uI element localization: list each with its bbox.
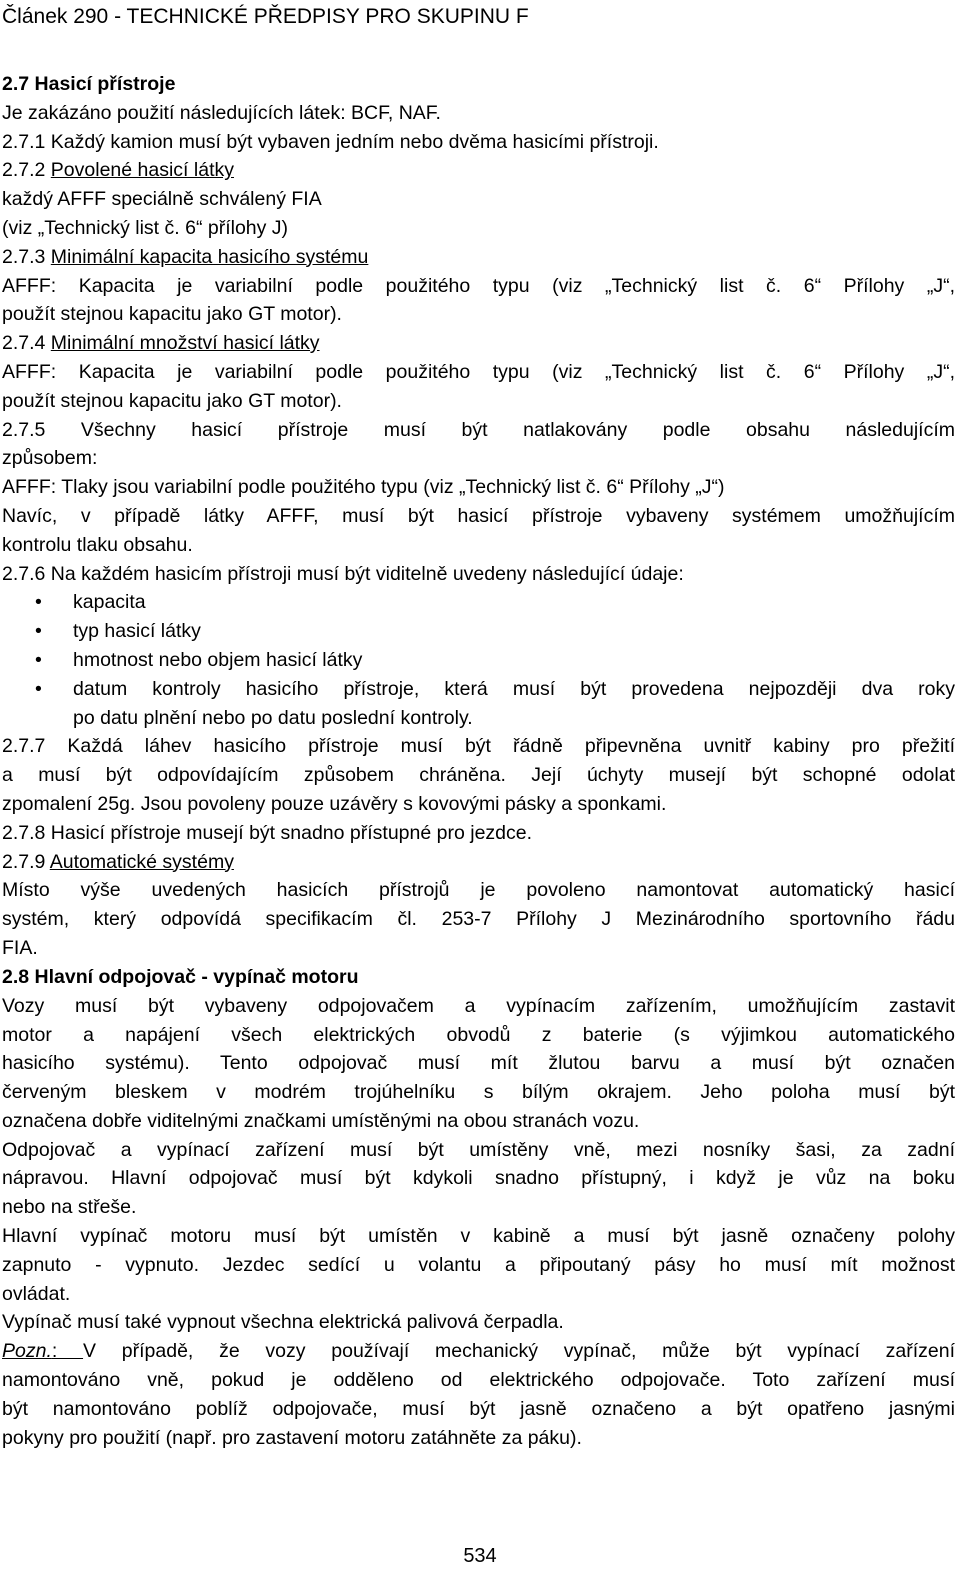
- paragraph-2-7-2-line: (viz „Technický list č. 6“ přílohy J): [2, 216, 289, 239]
- paragraph-2-8-line: motor a napájení všech elektrických obvodů z baterie (s výjimkou automatického: [2, 1023, 955, 1046]
- paragraph-2-7-1: 2.7.1 Každý kamion musí být vybaven jedním nebo dvěma hasicími přístroji.: [2, 130, 659, 153]
- paragraph-2-7-8: 2.7.8 Hasicí přístroje musejí být snadno přístupné pro jezdce.: [2, 821, 533, 844]
- paragraph-2-8-line: zapnuto - vypnuto. Jezdec sedící u volantu a připoutaný pásy ho musí mít možnost: [2, 1253, 955, 1276]
- paragraph-2-7-6: 2.7.6 Na každém hasicím přístroji musí být viditelně uvedeny následující údaje:: [2, 562, 684, 585]
- page-number: 534: [463, 1545, 497, 1567]
- list-item-text: hmotnost nebo objem hasicí látky: [73, 648, 363, 671]
- subsection-title: Automatické systémy: [49, 850, 234, 873]
- paragraph-2-8-line: Odpojovač a vypínací zařízení musí být umístěny vně, mezi nosníky šasi, za zadní: [2, 1138, 955, 1161]
- note-label: Pozn.: [2, 1340, 52, 1363]
- note-line: pokyny pro použití (např. pro zastavení motoru zatáhněte za páku).: [2, 1426, 582, 1449]
- bullet-icon: •: [35, 591, 42, 614]
- paragraph-2-7-5-line: Navíc, v případě látky AFFF, musí být hasicí přístroje vybaveny systémem umožňujícím: [2, 504, 955, 527]
- note-line: [2, 1337, 955, 1366]
- paragraph-2-7-7-line: a musí být odpovídajícím způsobem chráněna. Její úchyty musejí být schopné odolat: [2, 764, 955, 787]
- list-item-text: datum kontroly hasicího přístroje, která musí být provedena nejpozději dva roky: [73, 677, 955, 700]
- paragraph-2-8-line: červeným bleskem v modrém trojúhelníku s bílým okrajem. Jeho poloha musí být: [2, 1081, 955, 1104]
- bullet-icon: •: [35, 677, 42, 700]
- subsection-title: Povolené hasicí látky: [50, 159, 234, 182]
- paragraph-2-8-line: Vozy musí být vybaveny odpojovačem a vypínacím zařízením, umožňujícím zastavit: [2, 994, 955, 1017]
- paragraph-2-8-line: ovládat.: [2, 1282, 71, 1305]
- subsection-2-7-4-heading: [2, 329, 955, 358]
- section-heading-2-8: 2.8 Hlavní odpojovač - vypínač motoru: [2, 965, 359, 988]
- paragraph-2-7-9-line: FIA.: [2, 936, 38, 959]
- paragraph-2-7-5-line: způsobem:: [2, 447, 98, 470]
- list-item: [2, 675, 955, 704]
- bullet-icon: •: [35, 620, 42, 643]
- paragraph-intro: Je zakázáno použití následujících látek: BCF, NAF.: [2, 101, 441, 124]
- bullet-icon: •: [35, 648, 42, 671]
- paragraph-2-8-line: nápravou. Hlavní odpojovač musí být kdykoli snadno přístupný, i když je vůz na boku: [2, 1167, 955, 1190]
- section-heading-2-7: 2.7 Hasicí přístroje: [2, 73, 176, 95]
- subsection-title: Minimální množství hasicí látky: [50, 332, 320, 355]
- list-item: [2, 646, 955, 675]
- note-line: být namontováno poblíž odpojovače, musí být jasně označeno a být opatřeno jasnými: [2, 1397, 955, 1420]
- list-item-text: kapacita: [73, 591, 146, 614]
- subsection-2-7-2-heading: [2, 156, 955, 185]
- paragraph-2-7-5-line: 2.7.5 Všechny hasicí přístroje musí být natlakovány podle obsahu následujícím: [2, 418, 955, 441]
- paragraph-2-7-7-line: zpomalení 25g. Jsou povoleny pouze uzávěry s kovovými pásky a sponkami.: [2, 792, 667, 815]
- paragraph-2-7-4-line: použít stejnou kapacitu jako GT motor).: [2, 389, 342, 412]
- paragraph-2-7-9-line: Místo výše uvedených hasicích přístrojů je povoleno namontovat automatický hasicí: [2, 879, 955, 902]
- paragraph-2-7-4-line: AFFF: Kapacita je variabilní podle použitého typu (viz „Technický list č. 6“ Přílohy „J“,: [2, 360, 955, 383]
- page-title: Článek 290 - TECHNICKÉ PŘEDPISY PRO SKUPINU F: [2, 5, 529, 28]
- paragraph-2-8-line: Hlavní vypínač motoru musí být umístěn v kabině a musí být jasně označeny polohy: [2, 1225, 955, 1248]
- list-item-continuation: po datu plnění nebo po datu poslední kontroly.: [73, 706, 473, 729]
- subsection-number: 2.7.3: [2, 245, 51, 268]
- paragraph-2-8-line: hasicího systému). Tento odpojovač musí mít žlutou barvu a musí být označen: [2, 1052, 955, 1075]
- paragraph-2-7-7-line: 2.7.7 Každá láhev hasicího přístroje musí být řádně připevněna uvnitř kabiny pro přežití: [2, 735, 955, 758]
- paragraph-2-7-3-line: použít stejnou kapacitu jako GT motor).: [2, 303, 342, 326]
- list-item: [2, 588, 955, 617]
- note-line: namontováno vně, pokud je odděleno od elektrického odpojovače. Toto zařízení musí: [2, 1369, 955, 1392]
- note-text: V případě, že vozy používají mechanický vypínač, může být vypínací zařízení: [83, 1340, 955, 1363]
- list-item: [2, 617, 955, 646]
- subsection-number: 2.7.4: [2, 332, 51, 355]
- subsection-2-7-9-heading: [2, 848, 955, 877]
- paragraph-2-7-9-line: systém, který odpovídá specifikacím čl. 253-7 Přílohy J Mezinárodního sportovního řádu: [2, 908, 955, 931]
- paragraph-2-8-line: Vypínač musí také vypnout všechna elektrická palivová čerpadla.: [2, 1311, 564, 1334]
- subsection-2-7-3-heading: [2, 243, 955, 272]
- subsection-title: Minimální kapacita hasicího systému: [50, 245, 369, 268]
- paragraph-2-8-line: označena dobře viditelnými značkami umístěnými na obou stranách vozu.: [2, 1109, 640, 1132]
- paragraph-2-7-5-line: AFFF: Tlaky jsou variabilní podle použitého typu (viz „Technický list č. 6“ Přílohy „J“): [2, 476, 725, 499]
- paragraph-2-7-2-line: každý AFFF speciálně schválený FIA: [2, 188, 322, 211]
- note-colon: :: [51, 1340, 84, 1363]
- paragraph-2-7-3-line: AFFF: Kapacita je variabilní podle použitého typu (viz „Technický list č. 6“ Přílohy „J“,: [2, 274, 955, 297]
- subsection-number: 2.7.2: [2, 159, 51, 182]
- paragraph-2-8-line: nebo na střeše.: [2, 1196, 137, 1219]
- document-body: [2, 70, 955, 1452]
- subsection-number: 2.7.9: [2, 850, 50, 873]
- paragraph-2-7-5-line: kontrolu tlaku obsahu.: [2, 533, 193, 556]
- list-item-text: typ hasicí látky: [73, 620, 201, 643]
